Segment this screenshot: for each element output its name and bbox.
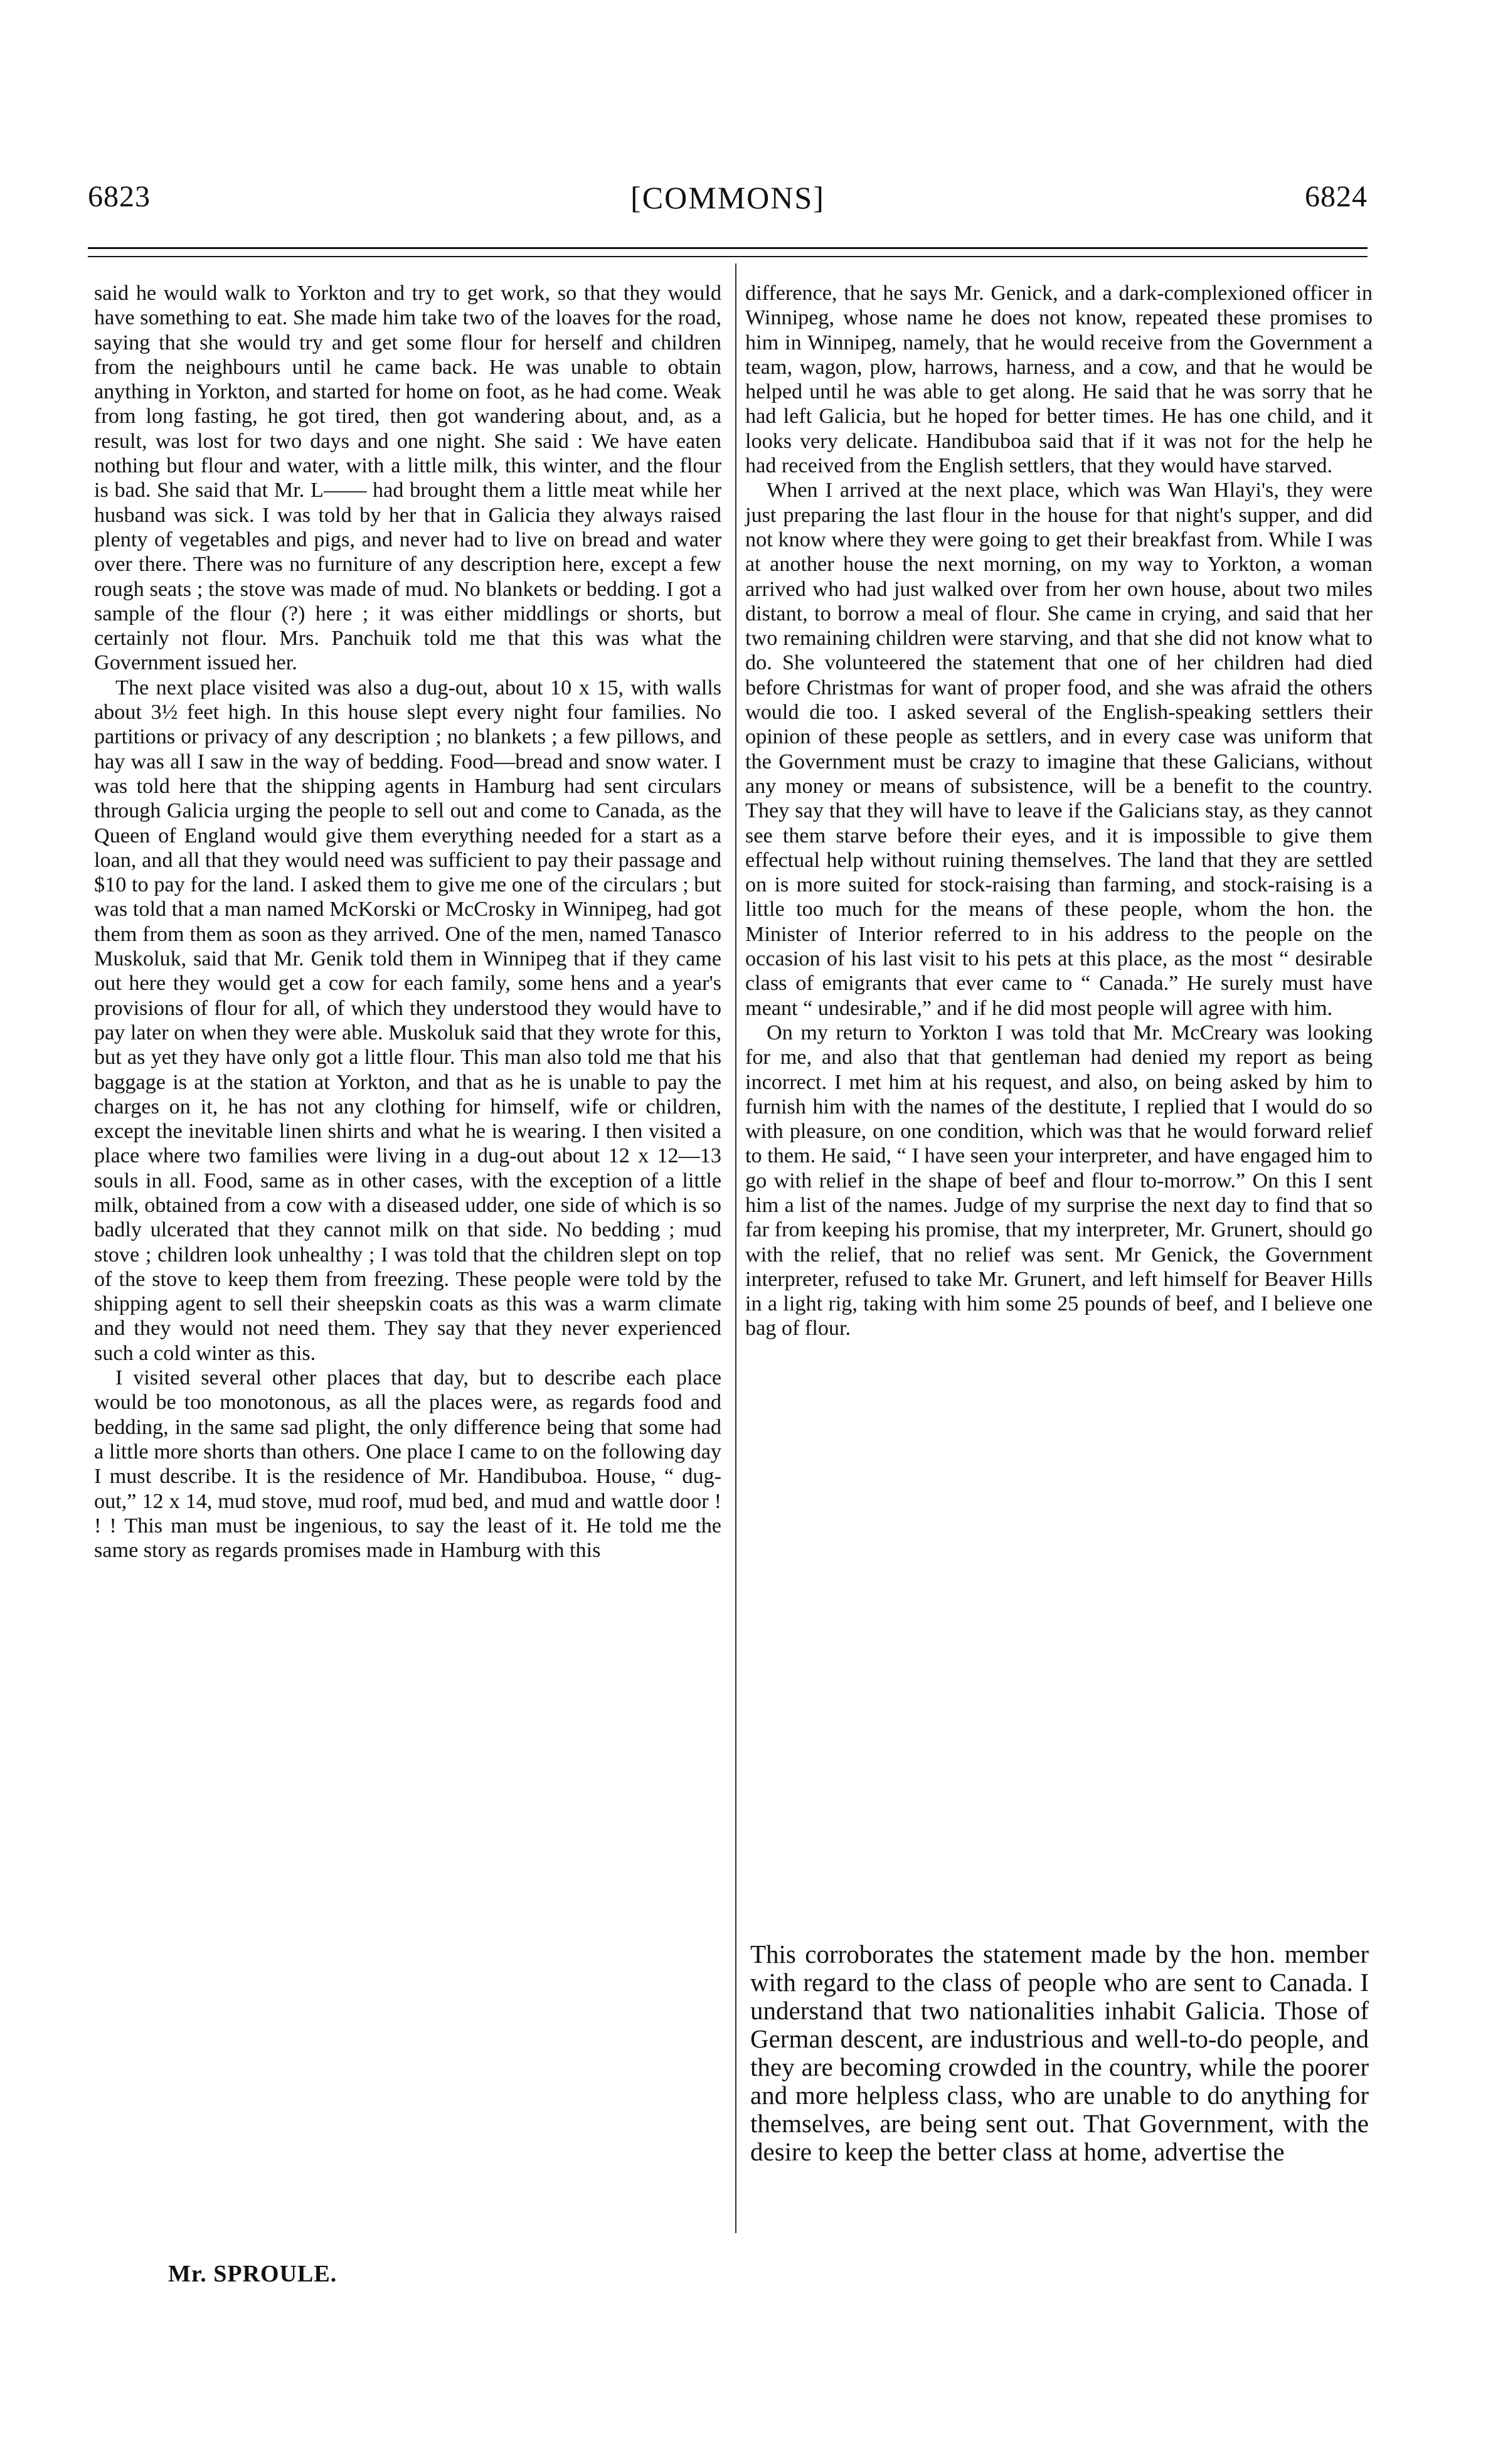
left-column — [94, 281, 721, 1563]
page-number-left: 6823 — [88, 180, 151, 213]
left-paragraph-2: The next place visited was also a dug-out, about 10 x 15, with walls about 3½ feet high. In this house slept every night four families. No partitions or privacy of any description ; no blankets ; a few pillows, and hay was all I saw in the way of bedding. Food—bread and snow water. I was told here that the shipping agents in Hamburg had sent circulars through Galicia urging the people to sell out and come to Canada, as the Queen of England would give them everything needed for a start as a loan, and all that they would need was sufficient to pay their passage and $10 to pay for the land. I asked them to give me one of the circulars ; but was told that a man named McKorski or McCrosky in Winnipeg, had got them from them as soon as they arrived. One of the men, named Tanasco Muskoluk, said that Mr. Genik told them in Winnipeg that if they came out here they would get a cow for each family, some hens and a year's provisions of flour for all, of which they understood they would have to pay later on when they were able. Muskoluk said that they wrote for this, but as yet they have only got a little flour. This man also told me that his baggage is at the station at Yorkton, and that as he is unable to pay the charges on it, he has not any clothing for himself, wife or children, except the inevitable linen shirts and what he is wearing. I then visited a place where two families were living in a dug-out about 12 x 12—13 souls in all. Food, same as in other cases, with the exception of a little milk, obtained from a cow with a diseased udder, one side of which is so badly ulcerated that they cannot milk on that side. No bedding ; mud stove ; children look unhealthy ; I was told that the children slept on top of the stove to keep them from freezing. These people were told by the shipping agent to sell their sheepskin coats as this was a warm climate and they would not need them. They say that they never experienced such a cold winter as this. — [94, 676, 721, 1365]
header-rule-top — [88, 247, 1368, 249]
column-divider — [735, 263, 736, 2233]
header-rule-bottom — [88, 256, 1368, 257]
page-header — [88, 179, 1368, 230]
right-paragraph-2: When I arrived at the next place, which was Wan Hlayi's, they were just preparing the last flour in the house for that night's supper, and did not know where they were going to get their breakfast from. While I was at another house the next morning, on my way to Yorkton, a woman arrived who had just walked over from her own house, about two miles distant, to borrow a meal of flour. She came in crying, and said that her two remaining children were starving, and that she did not know what to do. She volunteered the statement that one of her children had died before Christmas for want of proper food, and she was afraid the others would die too. I asked several of the English-speaking settlers their opinion of these people as settlers, and in every case was uniform that the Government must be crazy to imagine that these Galicians, without any money or means of subsistence, will be a benefit to the country. They say that they will have to leave if the Galicians stay, as they cannot see them starve before their eyes, and it is impossible to give them effectual help without ruining themselves. The land that they are settled on is more suited for stock-raising than farming, and stock-raising is a little too much for the means of these people, whom the hon. the Minister of Interior referred to in his address to the people on the occasion of his last visit to his pets at this place, as the most “ desirable class of emigrants that ever came to “ Canada.” He surely must have meant “ undesirable,” and if he did most people will agree with him. — [745, 479, 1373, 1020]
page-number-right: 6824 — [1305, 180, 1368, 213]
commentary-paragraph: This corroborates the statement made by the hon. member with regard to the class of people who are sent to Canada. I understand that two nationalities inhabit Galicia. Those of German descent, are industrious and well-to-do people, and they are becoming crowded in the country, while the poorer and more helpless class, who are unable to do anything for themselves, are being sent out. That Government, with the desire to keep the better class at home, advertise the — [750, 1940, 1369, 2166]
left-paragraph-1: said he would walk to Yorkton and try to get work, so that they would have something to eat. She made him take two of the loaves for the road, saying that she would try and get some flour for herself and children from the neighbours until he came back. He was unable to obtain anything in Yorkton, and started for home on foot, as he had come. Weak from long fasting, he got tired, then got wandering about, and, as a result, was lost for two days and one night. She said : We have eaten nothing but flour and water, with a little milk, this winter, and the flour is bad. She said that Mr. L—— had brought them a little meat while her husband was sick. I was told by her that in Galicia they always raised plenty of vegetables and pigs, and never had to live on bread and water over there. There was no furniture of any description here, except a few rough seats ; the stove was made of mud. No blankets or bedding. I got a sample of the flour (?) here ; it was either middlings or shorts, but certainly not flour. Mrs. Panchuik told me that this was what the Government issued her. — [94, 282, 721, 675]
right-paragraph-3: On my return to Yorkton I was told that Mr. McCreary was looking for me, and also that that gentleman had denied my report as being incorrect. I met him at his request, and also, on being asked by him to furnish him with the names of the destitute, I replied that I would do so with pleasure, on one condition, which was that he would forward relief to them. He said, “ I have seen your interpreter, and have engaged him to go with relief in the shape of beef and flour to-morrow.” On this I sent him a list of the names. Judge of my surprise the next day to find that so far from keeping his promise, that my interpreter, Mr. Grunert, should go with the relief, that no relief was sent. Mr Genick, the Government interpreter, refused to take Mr. Grunert, and left himself for Beaver Hills in a light rig, taking with him some 25 pounds of beef, and I believe one bag of flour. — [745, 1021, 1373, 1341]
right-paragraph-1: difference, that he says Mr. Genick, and a dark-complexioned officer in Winnipeg, whose name he does not know, repeated these promises to him in Winnipeg, namely, that he would receive from the Government a team, wagon, plow, harrows, harness, and a cow, and that he would be helped until he was able to get along. He said that he was sorry that he had left Galicia, but he hoped for better times. He has one child, and it looks very delicate. Handibuboa said that if it was not for the help he had received from the English settlers, that they would have starved. — [745, 282, 1373, 478]
speaker-name: Mr. SPROULE. — [168, 2261, 337, 2287]
running-head: [COMMONS] — [630, 180, 825, 215]
right-column — [745, 281, 1373, 1341]
left-paragraph-3: I visited several other places that day, but to describe each place would be too monotonous, as all the places were, as regards food and bedding, in the same sad plight, the only difference being that some had a little more shorts than others. One place I came to on the following day I must describe. It is the residence of Mr. Handibuboa. House, “ dug-out,” 12 x 14, mud stove, mud roof, mud bed, and mud and wattle door ! ! ! This man must be ingenious, to say the least of it. He told me the same story as regards promises made in Hamburg with this — [94, 1366, 721, 1563]
